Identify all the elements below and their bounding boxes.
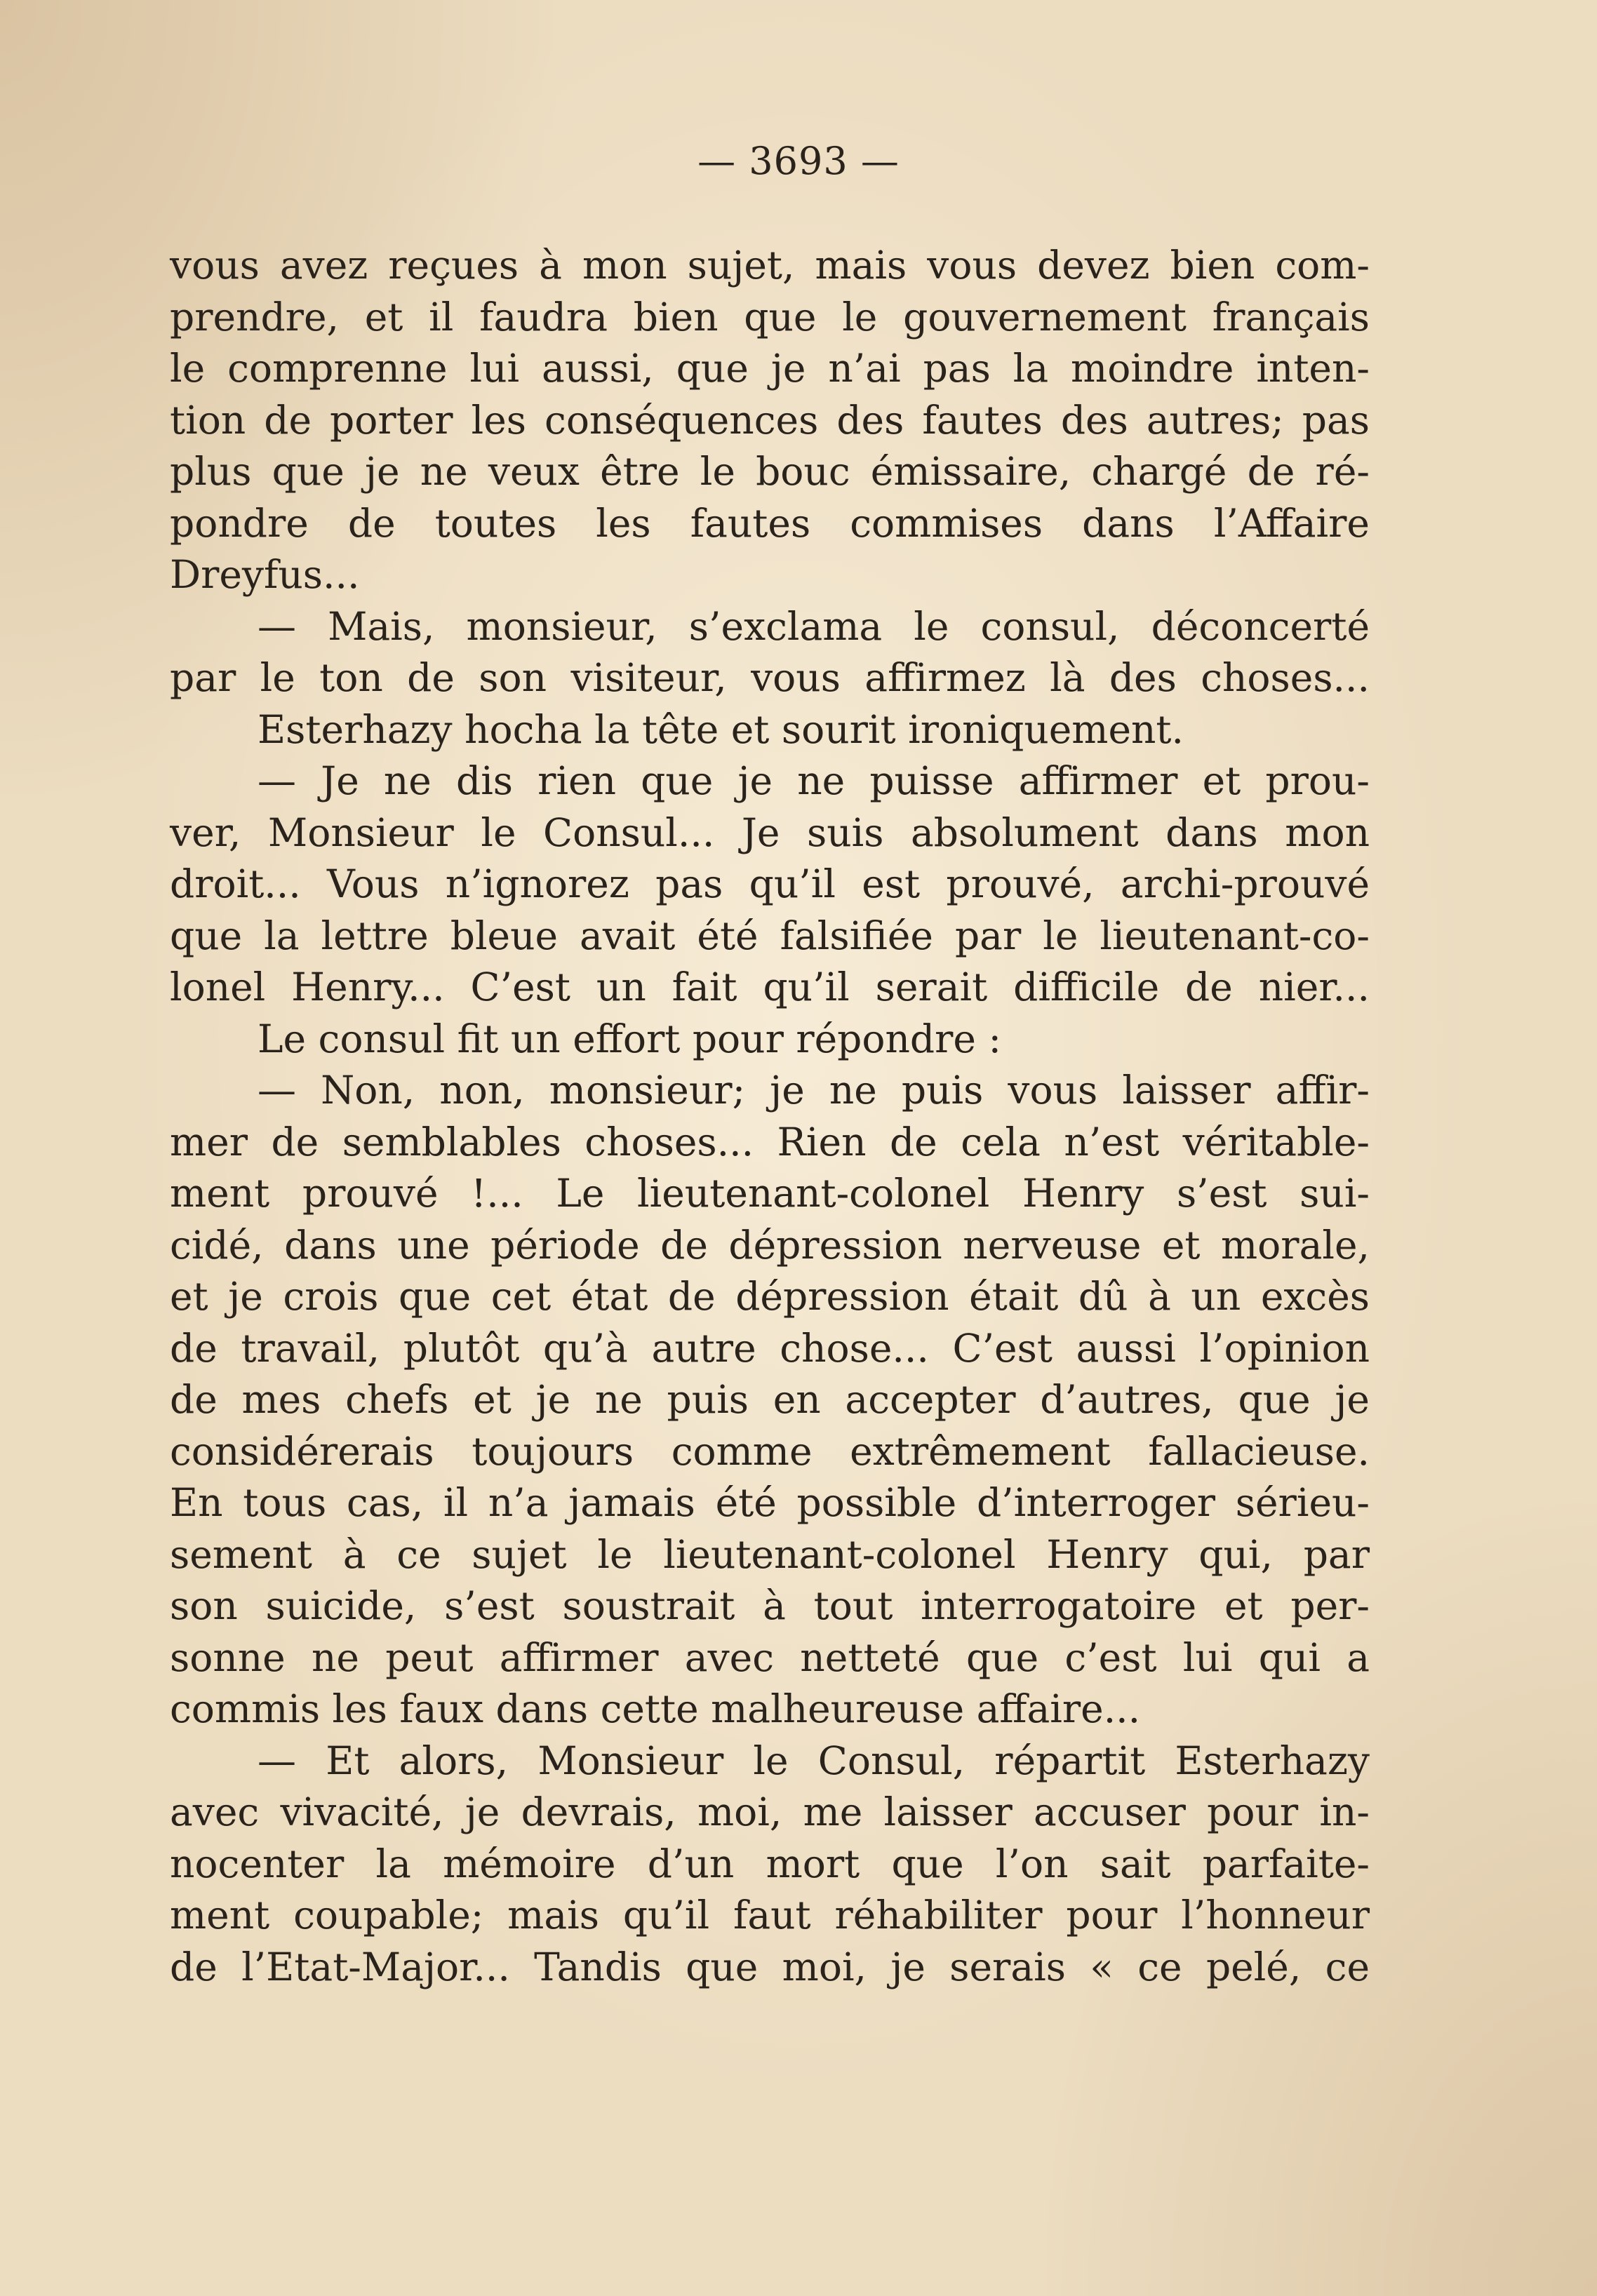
text-line: Esterhazy hocha la tête et sourit ironiquement. <box>258 706 1184 752</box>
text-line: ment coupable; mais qu’il faut réhabiliter pour l’honneur <box>170 1893 1370 1938</box>
text-line: considérerais toujours comme extrêmement fallacieuse. <box>170 1428 1370 1474</box>
text-line: Le consul fit un effort pour répondre : <box>258 1016 1001 1061</box>
text-line: mer de semblables choses... Rien de cela n’est véritable- <box>170 1119 1370 1164</box>
text-line: vous avez reçues à mon sujet, mais vous devez bien com- <box>170 243 1370 288</box>
text-line: cidé, dans une période de dépression nerveuse et morale, <box>170 1222 1370 1268</box>
text-line: droit... Vous n’ignorez pas qu’il est prouvé, archi-prouvé <box>170 861 1370 906</box>
text-line: et je crois que cet état de dépression était dû à un excès <box>170 1274 1370 1319</box>
text-line: ver, Monsieur le Consul... Je suis absolument dans mon <box>170 810 1370 855</box>
text-line: de mes chefs et je ne puis en accepter d’autres, que je <box>170 1377 1370 1422</box>
text-line: — Je ne dis rien que je ne puisse affirmer et prou- <box>258 758 1370 803</box>
body-text <box>170 240 1370 1993</box>
text-line: son suicide, s’est soustrait à tout interrogatoire et per- <box>170 1583 1370 1628</box>
text-line: Dreyfus... <box>170 552 360 597</box>
text-line: En tous cas, il n’a jamais été possible d’interroger sérieu- <box>170 1480 1370 1525</box>
text-line: le comprenne lui aussi, que je n’ai pas la moindre inten- <box>170 346 1370 391</box>
page-number: — 3693 — <box>697 139 900 183</box>
text-line: lonel Henry... C’est un fait qu’il serait difficile de nier... <box>170 965 1370 1009</box>
text-line: prendre, et il faudra bien que le gouvernement français <box>170 294 1370 340</box>
text-line: de l’Etat-Major... Tandis que moi, je serais « ce pelé, ce <box>170 1944 1370 1989</box>
text-line: sonne ne peut affirmer avec netteté que c’est lui qui a <box>170 1634 1370 1680</box>
text-line: que la lettre bleue avait été falsifiée par le lieutenant-co- <box>170 913 1370 958</box>
text-line: tion de porter les conséquences des fautes des autres; pas <box>170 397 1370 443</box>
text-line: pondre de toutes les fautes commises dans l’Affaire <box>170 500 1370 546</box>
text-line: — Non, non, monsieur; je ne puis vous laisser affir- <box>258 1068 1370 1113</box>
text-line: avec vivacité, je devrais, moi, me laisser accuser pour in- <box>170 1790 1370 1834</box>
text-line: par le ton de son visiteur, vous affirmez là des choses... <box>170 655 1370 700</box>
text-line: de travail, plutôt qu’à autre chose... C’est aussi l’opinion <box>170 1325 1370 1371</box>
text-line: — Et alors, Monsieur le Consul, répartit Esterhazy <box>258 1738 1370 1783</box>
text-line: plus que je ne veux être le bouc émissaire, chargé de ré- <box>170 449 1370 494</box>
text-line: commis les faux dans cette malheureuse affaire... <box>170 1686 1141 1731</box>
text-line: — Mais, monsieur, s’exclama le consul, déconcerté <box>258 603 1370 649</box>
text-line: ment prouvé !... Le lieutenant-colonel Henry s’est sui- <box>170 1171 1370 1216</box>
text-line: sement à ce sujet le lieutenant-colonel Henry qui, par <box>170 1531 1370 1577</box>
text-line: nocenter la mémoire d’un mort que l’on sait parfaite- <box>170 1841 1370 1886</box>
